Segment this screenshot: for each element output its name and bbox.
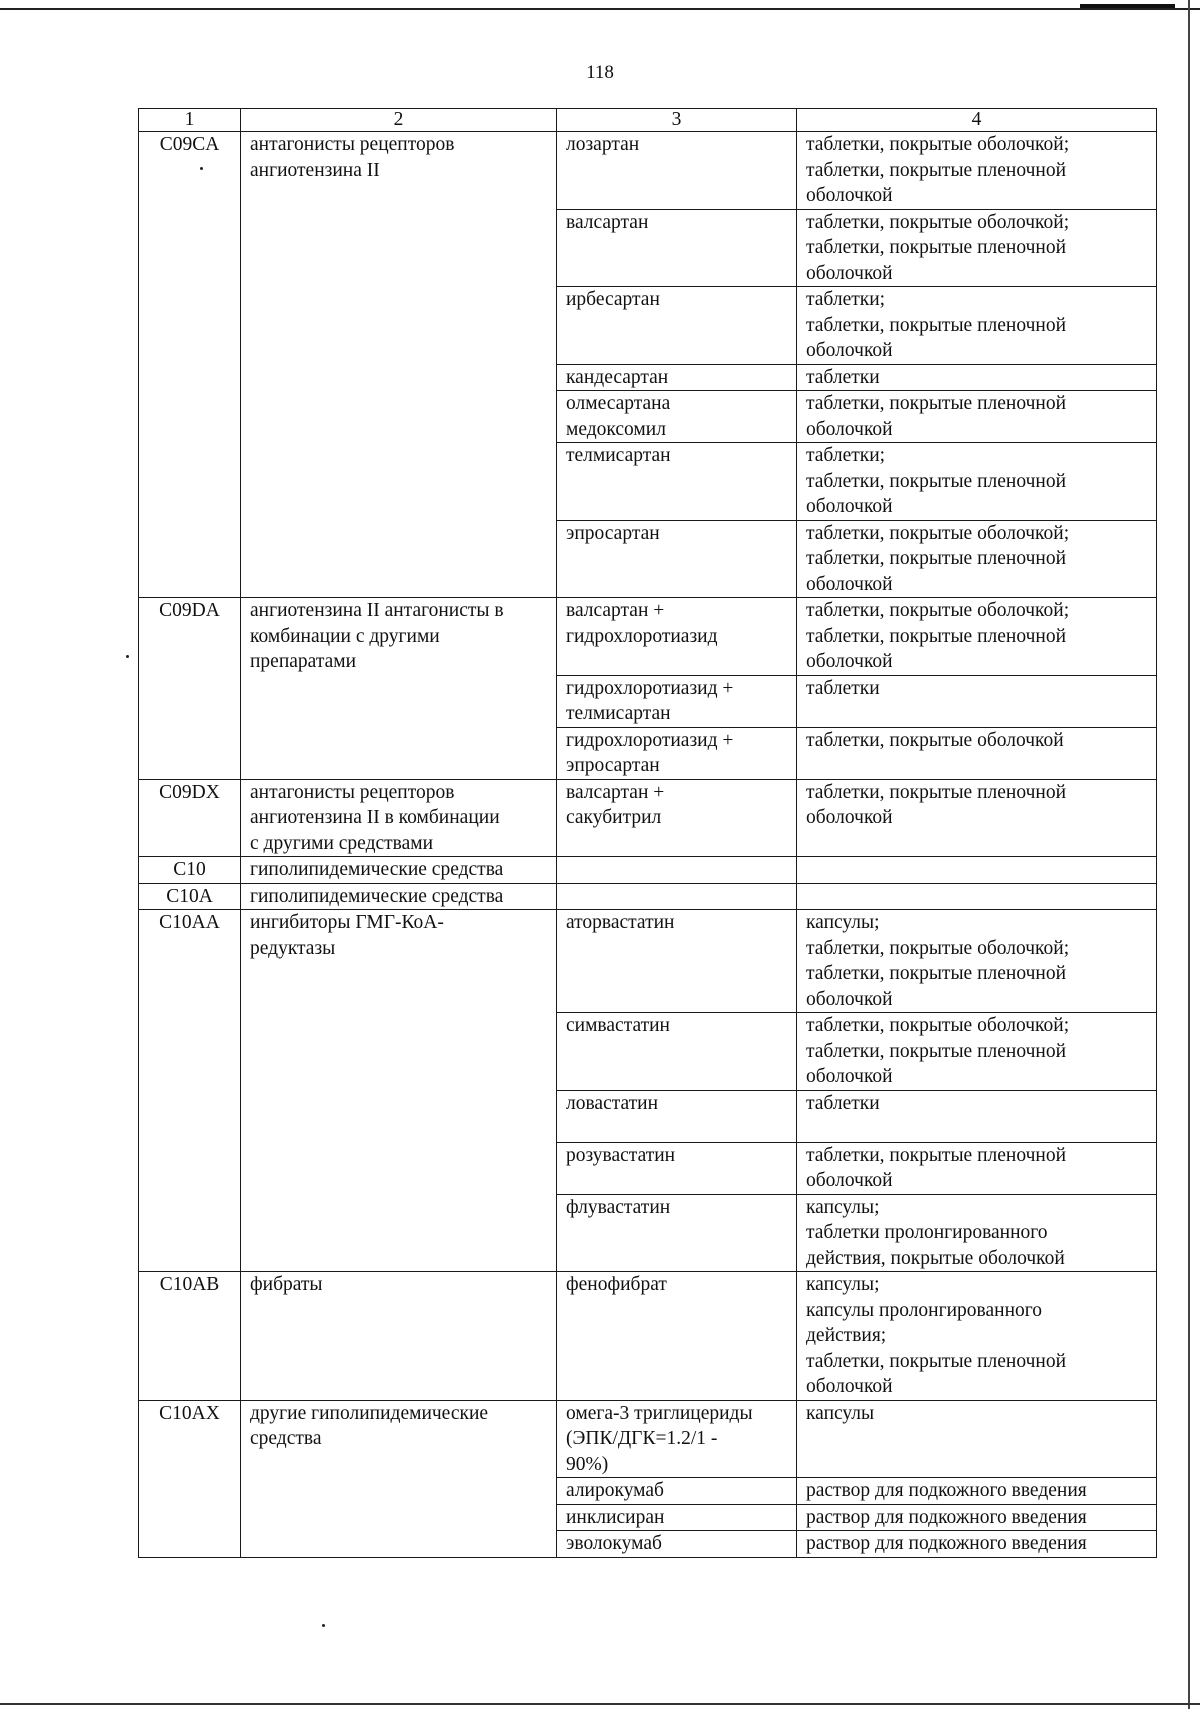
drug-name-cell: флувастатин	[557, 1194, 797, 1272]
drug-name-cell: аторвастатин	[557, 910, 797, 1013]
group-name-cell: антагонисты рецепторов ангиотензина II в комбинации с другими средствами	[241, 779, 557, 857]
drug-name-cell	[557, 883, 797, 910]
drug-name-cell: эпросартан	[557, 520, 797, 598]
column-header-form: 4	[797, 109, 1157, 132]
dosage-form-cell: таблетки; таблетки, покрытые пленочной оболочкой	[797, 287, 1157, 365]
scan-mark-top-right	[1080, 4, 1175, 8]
drug-name-cell	[557, 857, 797, 884]
drug-name-cell: кандесартан	[557, 364, 797, 391]
group-name-cell: другие гиполипидемические средства	[241, 1400, 557, 1557]
atc-code-cell: C10AX	[139, 1400, 241, 1557]
table-row	[139, 132, 1157, 210]
dosage-form-cell	[797, 857, 1157, 884]
atc-code-cell: C09DA	[139, 598, 241, 780]
dosage-form-cell: таблетки, покрытые оболочкой; таблетки, покрытые пленочной оболочкой	[797, 520, 1157, 598]
drug-name-cell: валсартан + сакубитрил	[557, 779, 797, 857]
scan-border-top	[0, 8, 1200, 10]
column-header-group: 2	[241, 109, 557, 132]
dosage-form-cell: раствор для подкожного введения	[797, 1504, 1157, 1531]
table-header-row	[139, 109, 1157, 132]
atc-code-cell: C10AB	[139, 1272, 241, 1401]
dosage-form-cell: таблетки, покрытые пленочной оболочкой	[797, 779, 1157, 857]
dosage-form-cell: таблетки, покрытые оболочкой; таблетки, покрытые пленочной оболочкой	[797, 132, 1157, 210]
group-name-cell: гиполипидемические средства	[241, 883, 557, 910]
table-row	[139, 779, 1157, 857]
table-body	[139, 132, 1157, 1558]
dosage-form-cell: таблетки, покрытые оболочкой	[797, 727, 1157, 779]
drug-name-cell: ирбесартан	[557, 287, 797, 365]
drug-name-cell: эволокумаб	[557, 1531, 797, 1558]
group-name-cell: фибраты	[241, 1272, 557, 1401]
dosage-form-cell: раствор для подкожного введения	[797, 1478, 1157, 1505]
drug-name-cell: лозартан	[557, 132, 797, 210]
drug-name-cell: инклисиран	[557, 1504, 797, 1531]
atc-code-cell: C09CA	[139, 132, 241, 598]
atc-code-cell: C10A	[139, 883, 241, 910]
dosage-form-cell: таблетки, покрытые оболочкой; таблетки, покрытые пленочной оболочкой	[797, 1013, 1157, 1091]
group-name-cell: гиполипидемические средства	[241, 857, 557, 884]
table-row	[139, 910, 1157, 1013]
table-row	[139, 598, 1157, 676]
table-row	[139, 883, 1157, 910]
scan-border-right	[1188, 0, 1190, 1709]
dosage-form-cell: таблетки	[797, 364, 1157, 391]
dosage-form-cell: капсулы	[797, 1400, 1157, 1478]
drug-name-cell: валсартан + гидрохлоротиазид	[557, 598, 797, 676]
drug-name-cell: фенофибрат	[557, 1272, 797, 1401]
dosage-form-cell	[797, 883, 1157, 910]
drug-name-cell: ловастатин	[557, 1090, 797, 1142]
scan-speck	[322, 1624, 325, 1627]
dosage-form-cell: таблетки; таблетки, покрытые пленочной оболочкой	[797, 443, 1157, 521]
drug-name-cell: омега-3 триглицериды (ЭПК/ДГК=1.2/1 - 90%)	[557, 1400, 797, 1478]
dosage-form-cell: таблетки, покрытые пленочной оболочкой	[797, 1142, 1157, 1194]
column-header-code: 1	[139, 109, 241, 132]
group-name-cell: ангиотензина II антагонисты в комбинации с другими препаратами	[241, 598, 557, 780]
drug-name-cell: алирокумаб	[557, 1478, 797, 1505]
atc-code-cell: C10AA	[139, 910, 241, 1272]
dosage-form-cell: капсулы; капсулы пролонгированного действия; таблетки, покрытые пленочной оболочкой	[797, 1272, 1157, 1401]
atc-code-cell: C10	[139, 857, 241, 884]
drug-name-cell: розувастатин	[557, 1142, 797, 1194]
drug-name-cell: олмесартана медоксомил	[557, 391, 797, 443]
table-row	[139, 1272, 1157, 1401]
table-row	[139, 1400, 1157, 1478]
dosage-form-cell: таблетки, покрытые оболочкой; таблетки, покрытые пленочной оболочкой	[797, 209, 1157, 287]
dosage-form-cell: таблетки	[797, 675, 1157, 727]
drug-name-cell: валсартан	[557, 209, 797, 287]
dosage-form-cell: капсулы; таблетки, покрытые оболочкой; таблетки, покрытые пленочной оболочкой	[797, 910, 1157, 1013]
drug-name-cell: гидрохлоротиазид + эпросартан	[557, 727, 797, 779]
group-name-cell: антагонисты рецепторов ангиотензина II	[241, 132, 557, 598]
drug-classification-table	[138, 108, 1157, 1558]
drug-name-cell: телмисартан	[557, 443, 797, 521]
column-header-drug: 3	[557, 109, 797, 132]
atc-code-cell: C09DX	[139, 779, 241, 857]
table-row	[139, 857, 1157, 884]
scan-border-bottom	[0, 1703, 1200, 1705]
dosage-form-cell: таблетки, покрытые пленочной оболочкой	[797, 391, 1157, 443]
dosage-form-cell: раствор для подкожного введения	[797, 1531, 1157, 1558]
dosage-form-cell: капсулы; таблетки пролонгированного действия, покрытые оболочкой	[797, 1194, 1157, 1272]
dosage-form-cell: таблетки	[797, 1090, 1157, 1142]
group-name-cell: ингибиторы ГМГ-КоА- редуктазы	[241, 910, 557, 1272]
dosage-form-cell: таблетки, покрытые оболочкой; таблетки, покрытые пленочной оболочкой	[797, 598, 1157, 676]
drug-name-cell: симвастатин	[557, 1013, 797, 1091]
drug-name-cell: гидрохлоротиазид + телмисартан	[557, 675, 797, 727]
scan-speck	[126, 655, 129, 658]
page-number: 118	[586, 62, 614, 83]
